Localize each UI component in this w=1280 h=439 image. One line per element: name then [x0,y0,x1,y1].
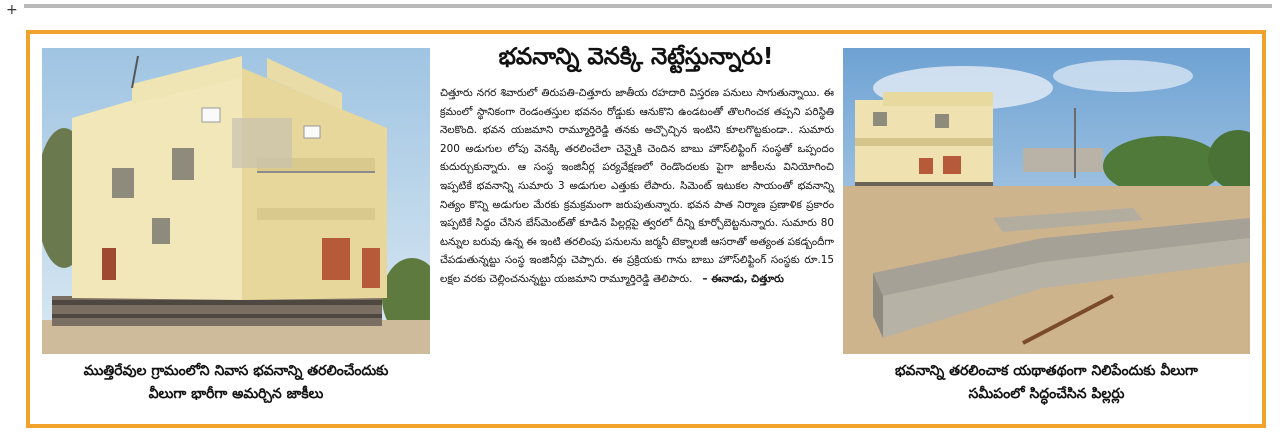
pillars-site-image [843,48,1250,354]
plus-icon: + [6,2,18,18]
headline: భవనాన్ని వెనక్కి నెట్టేస్తున్నారు! [498,44,774,70]
left-photo [42,48,430,354]
article-body [440,84,834,414]
right-photo-caption [843,360,1250,406]
right-photo [843,48,1250,354]
left-caption-line-2: వీలుగా భారీగా అమర్చిన జాకీలు [148,386,324,402]
left-caption-line-1: ముత్తిరేవుల గ్రామంలోని నివాస భవనాన్ని తరలించేందుకు [83,363,389,379]
top-rule [24,4,1272,8]
left-photo-caption [42,360,430,406]
article-text: చిత్తూరు నగర శివారులో తిరుపతి-చిత్తూరు జాతీయ రహదారి విస్తరణ పనులు సాగుతున్నాయి. ఈ క్రమంలో స్థానికంగా రెండంతస్తుల భవనం రోడ్డుకు ఆనుకొని ఉండటంతో తొలగించక తప్పని పరిస్థితి నెలకొంది. భవన యజమాని రామ్మూర్తిరెడ్డి తనకు అచ్చొచ్చిన ఇంటిని కూలగొట్టకుండా.. సుమారు 200 అడుగుల లోపు వెనక్కి తరలించేలా చెన్నైకి చెందిన బాబు హౌస్‌లిఫ్టింగ్ సంస్థతో ఒప్పందం కుదుర్చుకున్నారు. ఆ సంస్థ ఇంజినీర్ల పర్యవేక్షణలో రెండొందలకు పైగా జాకీలను వినియోగించి ఇప్పటికే భవనాన్ని సుమారు 3 అడుగుల ఎత్తుకు లేపారు. సిమెంట్ ఇటుకల సాయంతో భవనాన్ని నిత్యం కొన్ని అడుగుల మేరకు క్రమక్రమంగా జరుపుతున్నారు. భవన పాత నిర్మాణ ప్రణాళిక ప్రకారం ఇప్పటికే సిద్ధం చేసిన బేస్‌మెంట్‌తో కూడిన పిల్లర్లపై త్వరలో దీన్ని కూర్చోబెట్టనున్నారు. సుమారు 80 టన్నుల బరువు ఉన్న ఈ ఇంటి తరలింపు పనులను జర్మనీ టెక్నాలజీ ఆసరాతో అత్యంత పకడ్బందీగా చేపడుతున్నట్టు సంస్థ ఇంజినీర్లు చెప్పారు. ఈ ప్రక్రియకు గాను బాబు హౌస్‌లిఫ్టింగ్ సంస్థకు రూ.15 లక్షల వరకు చెల్లించనున్నట్టు యజమాని రామ్మూర్తిరెడ్డి తెలిపారు. [440,87,834,285]
building-on-jacks-image [42,48,430,354]
article-byline: – ఈనాడు, చిత్తూరు [702,272,784,285]
right-caption-line-2: సమీపంలో సిద్ధంచేసిన పిల్లర్లు [968,386,1125,402]
right-caption-line-1: భవనాన్ని తరలించాక యథాతథంగా నిలిపేందుకు వీలుగా [895,363,1198,379]
